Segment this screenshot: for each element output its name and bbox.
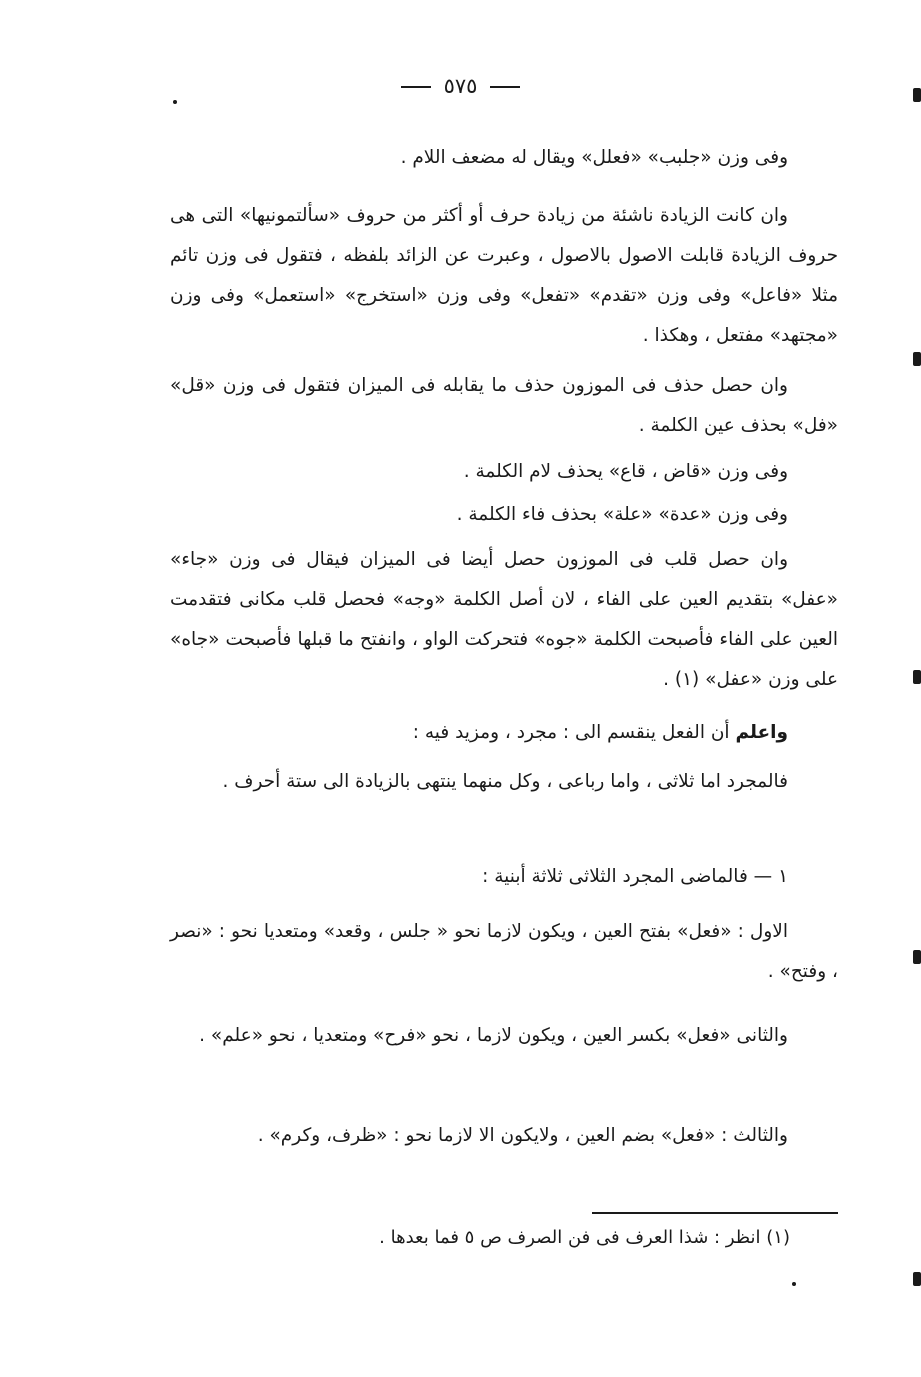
paragraph-5: وفى وزن «عدة» «علة» بحذف فاء الكلمة .: [456, 504, 788, 525]
paragraph-10-block: [170, 912, 838, 992]
paragraph-4-block: [170, 452, 838, 492]
speck: [792, 1282, 796, 1286]
edge-mark: [913, 352, 921, 366]
paragraph-11: والثانى «فعل» بكسر العين ، ويكون لازما ، نحو «فرح» ومتعديا ، نحو «علم» .: [199, 1025, 788, 1046]
paragraph-7-bold-word: واعلم: [735, 722, 788, 743]
paragraph-9: ١ — فالماضى المجرد الثلاثى ثلاثة أبنية :: [482, 866, 788, 887]
edge-mark: [913, 88, 921, 102]
paragraph-6-block: [170, 540, 838, 700]
header-dash-right: [401, 86, 431, 88]
paragraph-7: [170, 713, 838, 753]
paragraph-11-block: [170, 1016, 838, 1056]
paragraph-2: وان كانت الزيادة ناشئة من زيادة حرف أو أكثر من حروف «سألتمونيها» التى هى حروف الزيادة قابلت الاصول بالاصول ، وعبرت عن الزائد بلفظه ، فتقول فى وزن تائم مثلا «فاعل» وفى وزن «تقدم» «تفعل» وفى وزن «استخرج» «استعمل» وفى وزن «مجتهد» مفتعل ، وهكذا .: [170, 205, 838, 346]
paragraph-3: وان حصل حذف فى الموزون حذف ما يقابله فى الميزان فتقول فى وزن «قل» «فل» بحذف عين الكلمة .: [170, 375, 838, 436]
page-number: ٥٧٥: [443, 74, 478, 98]
paragraph-1: وفى وزن «جلبب» «فعلل» ويقال له مضعف اللام .: [400, 147, 788, 168]
paragraph-12: والثالث : «فعل» بضم العين ، ولايكون الا لازما نحو : «ظرف، وكرم» .: [257, 1125, 788, 1146]
paragraph-3-block: [170, 366, 838, 446]
edge-mark: [913, 670, 921, 684]
paragraph-12-block: [170, 1116, 838, 1156]
footnote: (١) انظر : شذا العرف فى فن الصرف ص ٥ فما بعدها .: [379, 1227, 790, 1248]
footnote-divider: [592, 1212, 838, 1214]
header-dash-left: [490, 86, 520, 88]
paragraph-5-block: [170, 495, 838, 535]
paragraph-8: فالمجرد اما ثلاثى ، واما رباعى ، وكل منهما ينتهى بالزيادة الى ستة أحرف .: [222, 771, 788, 792]
paragraph-8-block: [170, 762, 838, 802]
page-header: [0, 74, 921, 98]
paragraph-7-block: [170, 713, 838, 753]
speck: [173, 100, 177, 104]
paragraph-2-block: [170, 196, 838, 356]
edge-mark: [913, 1272, 921, 1286]
paragraph-9-block: [170, 857, 838, 897]
paragraph-10: الاول : «فعل» بفتح العين ، ويكون لازما نحو « جلس ، وقعد» ومتعديا نحو : «نصر ، وفتح» .: [170, 921, 838, 982]
paragraph-1-block: [170, 138, 838, 178]
paragraph-4: وفى وزن «قاض ، قاع» يحذف لام الكلمة .: [463, 461, 788, 482]
paragraph-6: وان حصل قلب فى الموزون حصل أيضا فى الميزان فيقال فى وزن «جاء» «عفل» بتقديم العين على الفاء ، لان أصل الكلمة «وجه» فحصل قلب مكانى فتقدمت العين على الفاء فأصبحت الكلمة «جوه» فتحركت الواو ، وانفتح ما قبلها فأصبحت «جاه» على وزن «عفل» (١) .: [170, 549, 838, 690]
edge-mark: [913, 950, 921, 964]
paragraph-7-text: أن الفعل ينقسم الى : مجرد ، ومزيد فيه :: [412, 722, 736, 743]
